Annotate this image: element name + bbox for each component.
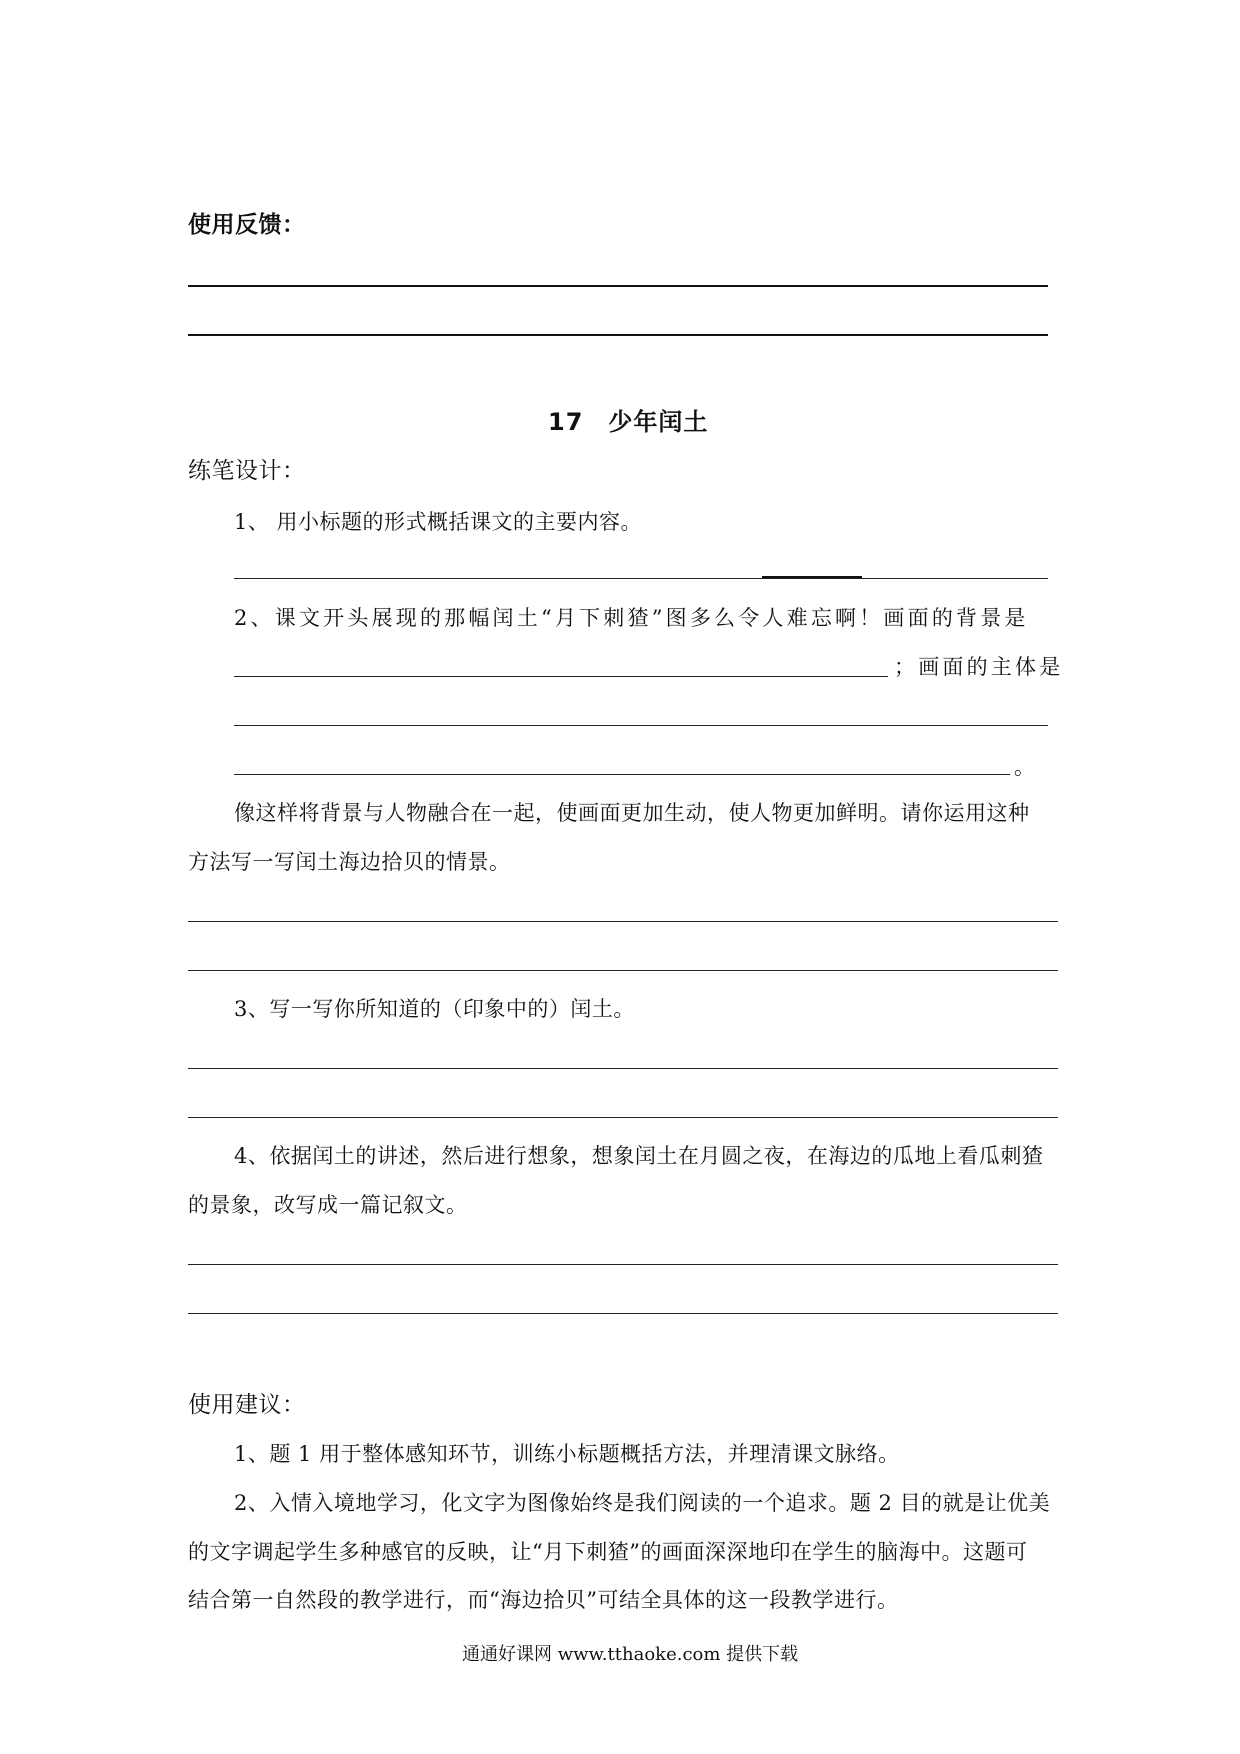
question-2-background-blank (234, 676, 888, 677)
lesson-title: 17 少年闰土 (548, 408, 709, 436)
question-2-line-1: 2、课文开头展现的那幅闰土“月下刺猹”图多么令人难忘啊！画面的背景是 (234, 606, 1029, 630)
suggestion-2-line-2: 的文字调起学生多种感官的反映，让“月下刺猹”的画面深深地印在学生的脑海中。这题可 (188, 1540, 1028, 1564)
question-1-answer-line-mark (762, 576, 862, 578)
page-footer: 通通好课网 www.tthaoke.com 提供下载 (462, 1644, 799, 1665)
feedback-answer-line-1 (188, 285, 1048, 287)
question-4-writing-line-1 (188, 1264, 1058, 1265)
question-4-line-2: 的景象，改写成一篇记叙文。 (188, 1193, 468, 1217)
question-3-writing-line-1 (188, 1068, 1058, 1069)
question-3-writing-line-2 (188, 1117, 1058, 1118)
question-2-paragraph-line-2: 方法写一写闰土海边拾贝的情景。 (188, 850, 511, 874)
suggestion-2-line-3: 结合第一自然段的教学进行，而“海边拾贝”可结全具体的这一段教学进行。 (188, 1588, 899, 1612)
question-2-end-mark: 。 (1014, 755, 1036, 779)
question-4-line-1: 4、依据闰土的讲述，然后进行想象，想象闰土在月圆之夜，在海边的瓜地上看瓜刺猹 (234, 1144, 1044, 1168)
question-2-subject-blank-1 (234, 725, 1048, 726)
feedback-answer-line-2 (188, 334, 1048, 336)
feedback-heading: 使用反馈： (188, 212, 306, 238)
question-4-writing-line-2 (188, 1313, 1058, 1314)
question-2-paragraph-line-1: 像这样将背景与人物融合在一起，使画面更加生动，使人物更加鲜明。请你运用这种 (234, 801, 1030, 825)
question-2-subject-blank-2 (234, 774, 1010, 775)
question-3: 3、写一写你所知道的（印象中的）闰土。 (234, 997, 635, 1021)
suggestion-heading: 使用建议： (188, 1392, 306, 1418)
question-2-writing-line-2 (188, 970, 1058, 971)
suggestion-1: 1、题 1 用于整体感知环节，训练小标题概括方法，并理清课文脉络。 (234, 1442, 900, 1466)
question-1: 1、 用小标题的形式概括课文的主要内容。 (234, 510, 643, 534)
question-2-line-2: ；画面的主体是 (894, 655, 1064, 679)
suggestion-2-line-1: 2、入情入境地学习，化文字为图像始终是我们阅读的一个追求。题 2 目的就是让优美 (234, 1491, 1051, 1515)
practice-heading: 练笔设计： (188, 458, 306, 484)
question-1-answer-line (234, 578, 1048, 579)
question-2-writing-line-1 (188, 921, 1058, 922)
